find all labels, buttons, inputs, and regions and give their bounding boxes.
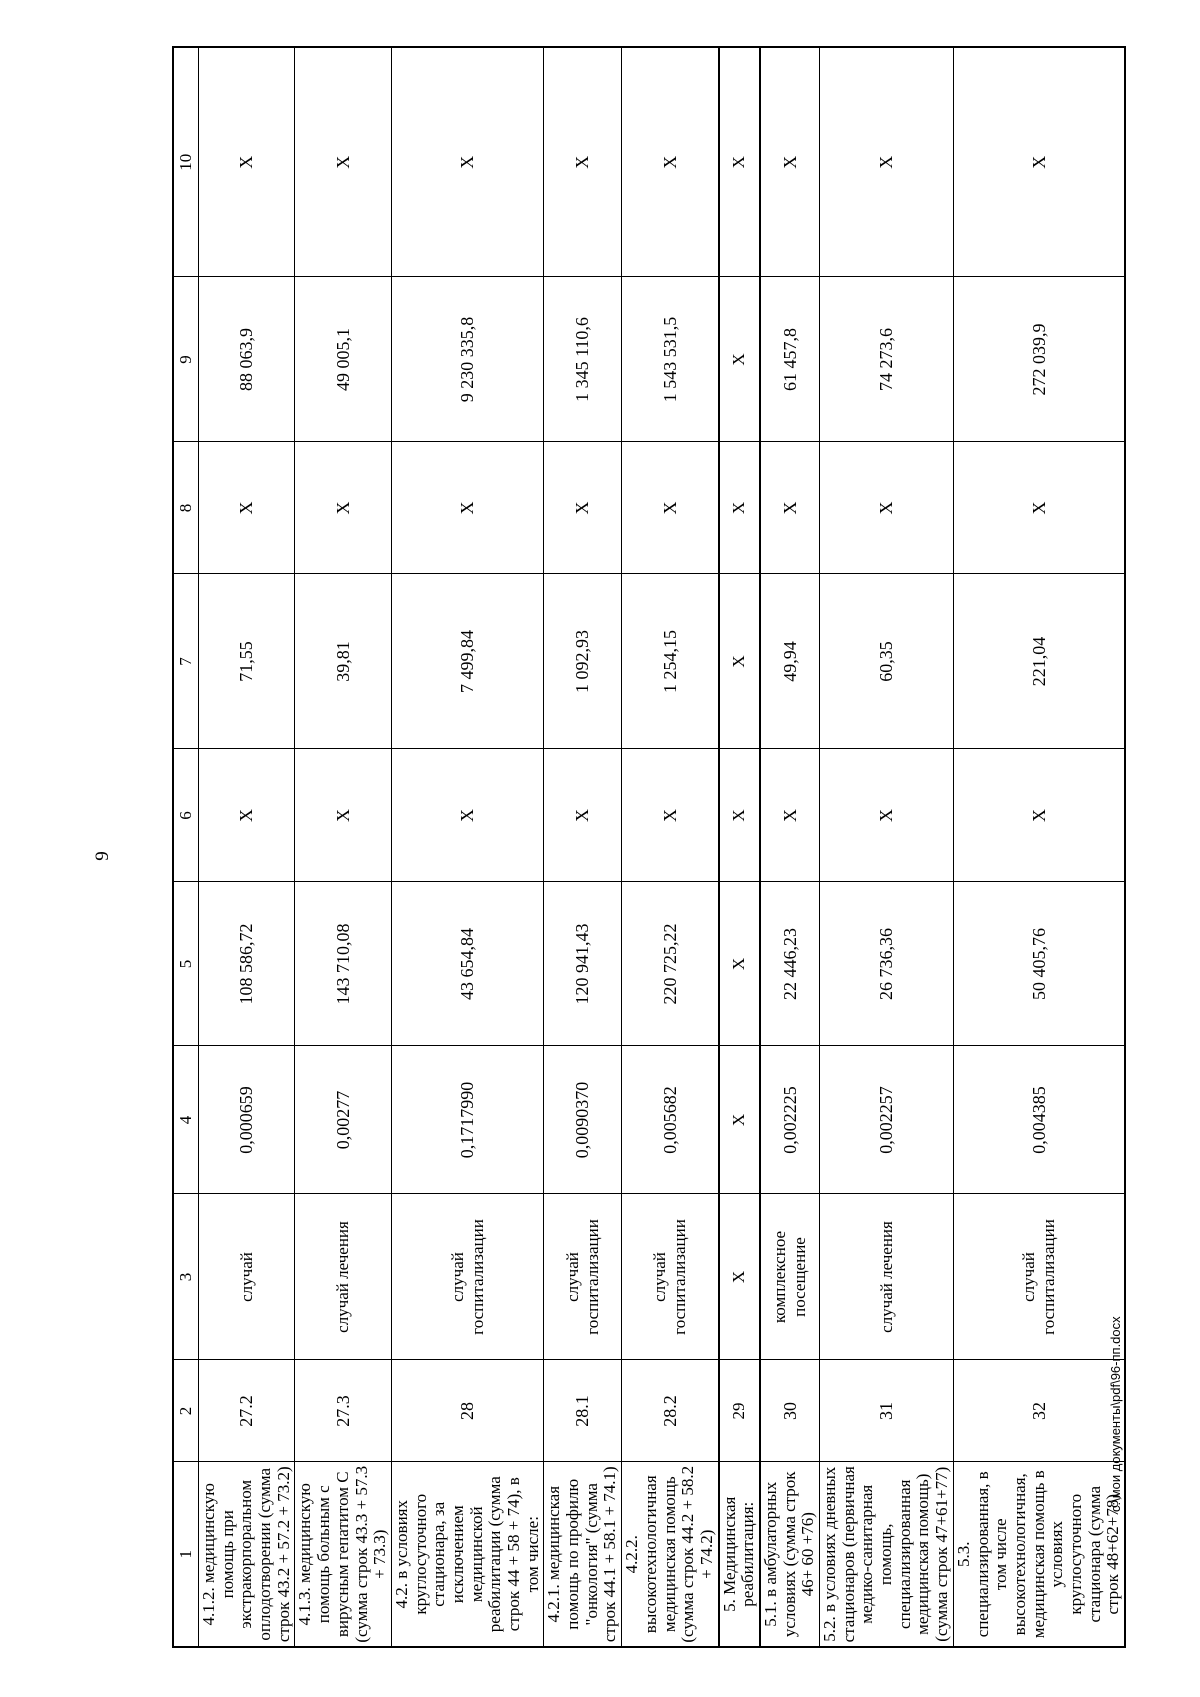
table-cell: X xyxy=(544,749,622,882)
table-cell: X xyxy=(953,442,1125,574)
header-cell: 5 xyxy=(173,882,199,1046)
financing-table xyxy=(172,46,1126,1648)
table-cell: X xyxy=(391,47,544,277)
table-cell: 74 273,6 xyxy=(820,277,954,442)
table-cell: X xyxy=(295,749,391,882)
table-cell: X xyxy=(295,47,391,277)
header-cell: 7 xyxy=(173,574,199,749)
header-cell: 3 xyxy=(173,1194,199,1360)
table-row xyxy=(199,47,295,1647)
table-cell: 1 092,93 xyxy=(544,574,622,749)
table-cell: X xyxy=(199,47,295,277)
table-cell: 49,94 xyxy=(760,574,820,749)
table-cell: X xyxy=(820,442,954,574)
row-label-cell: 5. Медицинская реабилитация: xyxy=(719,1462,760,1647)
table-cell: X xyxy=(391,749,544,882)
table-cell: 39,81 xyxy=(295,574,391,749)
row-label-cell: 5.2. в условиях дневных стационаров (первичная медико-санитарная помощь, специализированная медицинская помощь) (сумма строк 47+61+77) xyxy=(820,1462,954,1647)
table-cell: 0,0090370 xyxy=(544,1046,622,1194)
table-cell: 60,35 xyxy=(820,574,954,749)
table-cell: X xyxy=(953,47,1125,277)
table-cell: 0,00277 xyxy=(295,1046,391,1194)
unit-cell: случай госпитализации xyxy=(622,1194,719,1360)
table-cell: 108 586,72 xyxy=(199,882,295,1046)
table-cell: 27.2 xyxy=(199,1360,295,1462)
table-cell: 29 xyxy=(719,1360,760,1462)
table-cell: 27.3 xyxy=(295,1360,391,1462)
unit-cell: комплексное посещение xyxy=(760,1194,820,1360)
header-cell: 1 xyxy=(173,1462,199,1647)
table-cell: X xyxy=(719,1046,760,1194)
table-cell: 31 xyxy=(820,1360,954,1462)
table-cell: X xyxy=(953,749,1125,882)
header-cell: 6 xyxy=(173,749,199,882)
table-cell: 28.2 xyxy=(622,1360,719,1462)
table-cell: X xyxy=(760,442,820,574)
row-label-cell: 4.1.2. медицинскую помощь при экстракорпоральном оплодотворении (сумма строк 43.2 + 57.2 + 73.2) xyxy=(199,1462,295,1647)
table-cell: X xyxy=(199,442,295,574)
unit-cell: случай госпитализации xyxy=(953,1194,1125,1360)
table-row xyxy=(391,47,544,1647)
table-cell: 0,002257 xyxy=(820,1046,954,1194)
table-row xyxy=(295,47,391,1647)
table-cell: 0,005682 xyxy=(622,1046,719,1194)
table-row xyxy=(622,47,719,1647)
table-cell: 0,004385 xyxy=(953,1046,1125,1194)
table-cell: 1 543 531,5 xyxy=(622,277,719,442)
table-cell: X xyxy=(622,47,719,277)
table-cell: 1 254,15 xyxy=(622,574,719,749)
table-cell: 50 405,76 xyxy=(953,882,1125,1046)
table-cell: X xyxy=(719,47,760,277)
table-cell: 1 345 110,6 xyxy=(544,277,622,442)
table-cell: X xyxy=(719,882,760,1046)
table-cell: 0,1717990 xyxy=(391,1046,544,1194)
table-cell: X xyxy=(544,442,622,574)
unit-cell: случай лечения xyxy=(820,1194,954,1360)
table-cell: X xyxy=(719,277,760,442)
header-cell: 8 xyxy=(173,442,199,574)
table-cell: 120 941,43 xyxy=(544,882,622,1046)
table-cell: 61 457,8 xyxy=(760,277,820,442)
row-label-cell: 4.2. в условиях круглосуточного стационара, за исключением медицинской реабилитации (сумма строк 44 + 58 + 74), в том числе: xyxy=(391,1462,544,1647)
table-cell: 28 xyxy=(391,1360,544,1462)
table-row xyxy=(953,47,1125,1647)
table-cell: 88 063,9 xyxy=(199,277,295,442)
header-cell: 10 xyxy=(173,47,199,277)
page-number: 9 xyxy=(92,851,113,861)
row-label-cell: 4.1.3. медицинскую помощь больным с вирусным гепатитом С (сумма строк 43.3 + 57.3 + 73.3) xyxy=(295,1462,391,1647)
table-cell: 32 xyxy=(953,1360,1125,1462)
table-cell: X xyxy=(544,47,622,277)
table-cell: 71,55 xyxy=(199,574,295,749)
unit-cell: случай госпитализации xyxy=(391,1194,544,1360)
table-cell: 43 654,84 xyxy=(391,882,544,1046)
table-cell: X xyxy=(719,749,760,882)
table-cell: 221,04 xyxy=(953,574,1125,749)
table-cell: 49 005,1 xyxy=(295,277,391,442)
header-cell: 4 xyxy=(173,1046,199,1194)
header-row xyxy=(173,47,199,1647)
table-cell: 26 736,36 xyxy=(820,882,954,1046)
table-cell: X xyxy=(719,574,760,749)
header-cell: 2 xyxy=(173,1360,199,1462)
unit-cell: случай лечения xyxy=(295,1194,391,1360)
table-cell: X xyxy=(622,749,719,882)
unit-cell: случай госпитализации xyxy=(544,1194,622,1360)
table-row xyxy=(544,47,622,1647)
table-cell: 30 xyxy=(760,1360,820,1462)
row-label-cell: 4.2.2. высокотехнологичная медицинская помощь (сумма строк 44.2 + 58.2 + 74.2) xyxy=(622,1462,719,1647)
table-cell: X xyxy=(391,442,544,574)
table-row xyxy=(719,47,760,1647)
table-cell: 9 230 335,8 xyxy=(391,277,544,442)
unit-cell: случай xyxy=(199,1194,295,1360)
table-cell: X xyxy=(820,749,954,882)
table-cell: X xyxy=(760,749,820,882)
table-cell: 220 725,22 xyxy=(622,882,719,1046)
table-cell: X xyxy=(295,442,391,574)
row-label-cell: 4.2.1. медицинская помощь по профилю "онкология" (сумма строк 44.1 + 58.1 + 74.1) xyxy=(544,1462,622,1647)
table-cell: 143 710,08 xyxy=(295,882,391,1046)
table-cell: 7 499,84 xyxy=(391,574,544,749)
footer-path-text: c:\мои документы\pdf\96-пп.docx xyxy=(1108,1316,1123,1512)
table-cell: X xyxy=(760,47,820,277)
table-cell: X xyxy=(719,442,760,574)
row-label-cell: 5.3. специализированная, в том числе высокотехнологичная, медицинская помощь в условиях круглосуточного стационара (сумма строк 48+62+78) xyxy=(953,1462,1125,1647)
table-cell: 28.1 xyxy=(544,1360,622,1462)
table-cell: X xyxy=(199,749,295,882)
table-cell: 22 446,23 xyxy=(760,882,820,1046)
unit-cell: X xyxy=(719,1194,760,1360)
table-cell: 272 039,9 xyxy=(953,277,1125,442)
table-cell: 0,000659 xyxy=(199,1046,295,1194)
table-row xyxy=(820,47,954,1647)
header-cell: 9 xyxy=(173,277,199,442)
table-cell: X xyxy=(820,47,954,277)
table-cell: X xyxy=(622,442,719,574)
table-row xyxy=(760,47,820,1647)
row-label-cell: 5.1. в амбулаторных условиях (сумма строк 46+ 60 +76) xyxy=(760,1462,820,1647)
table-cell: 0,002225 xyxy=(760,1046,820,1194)
